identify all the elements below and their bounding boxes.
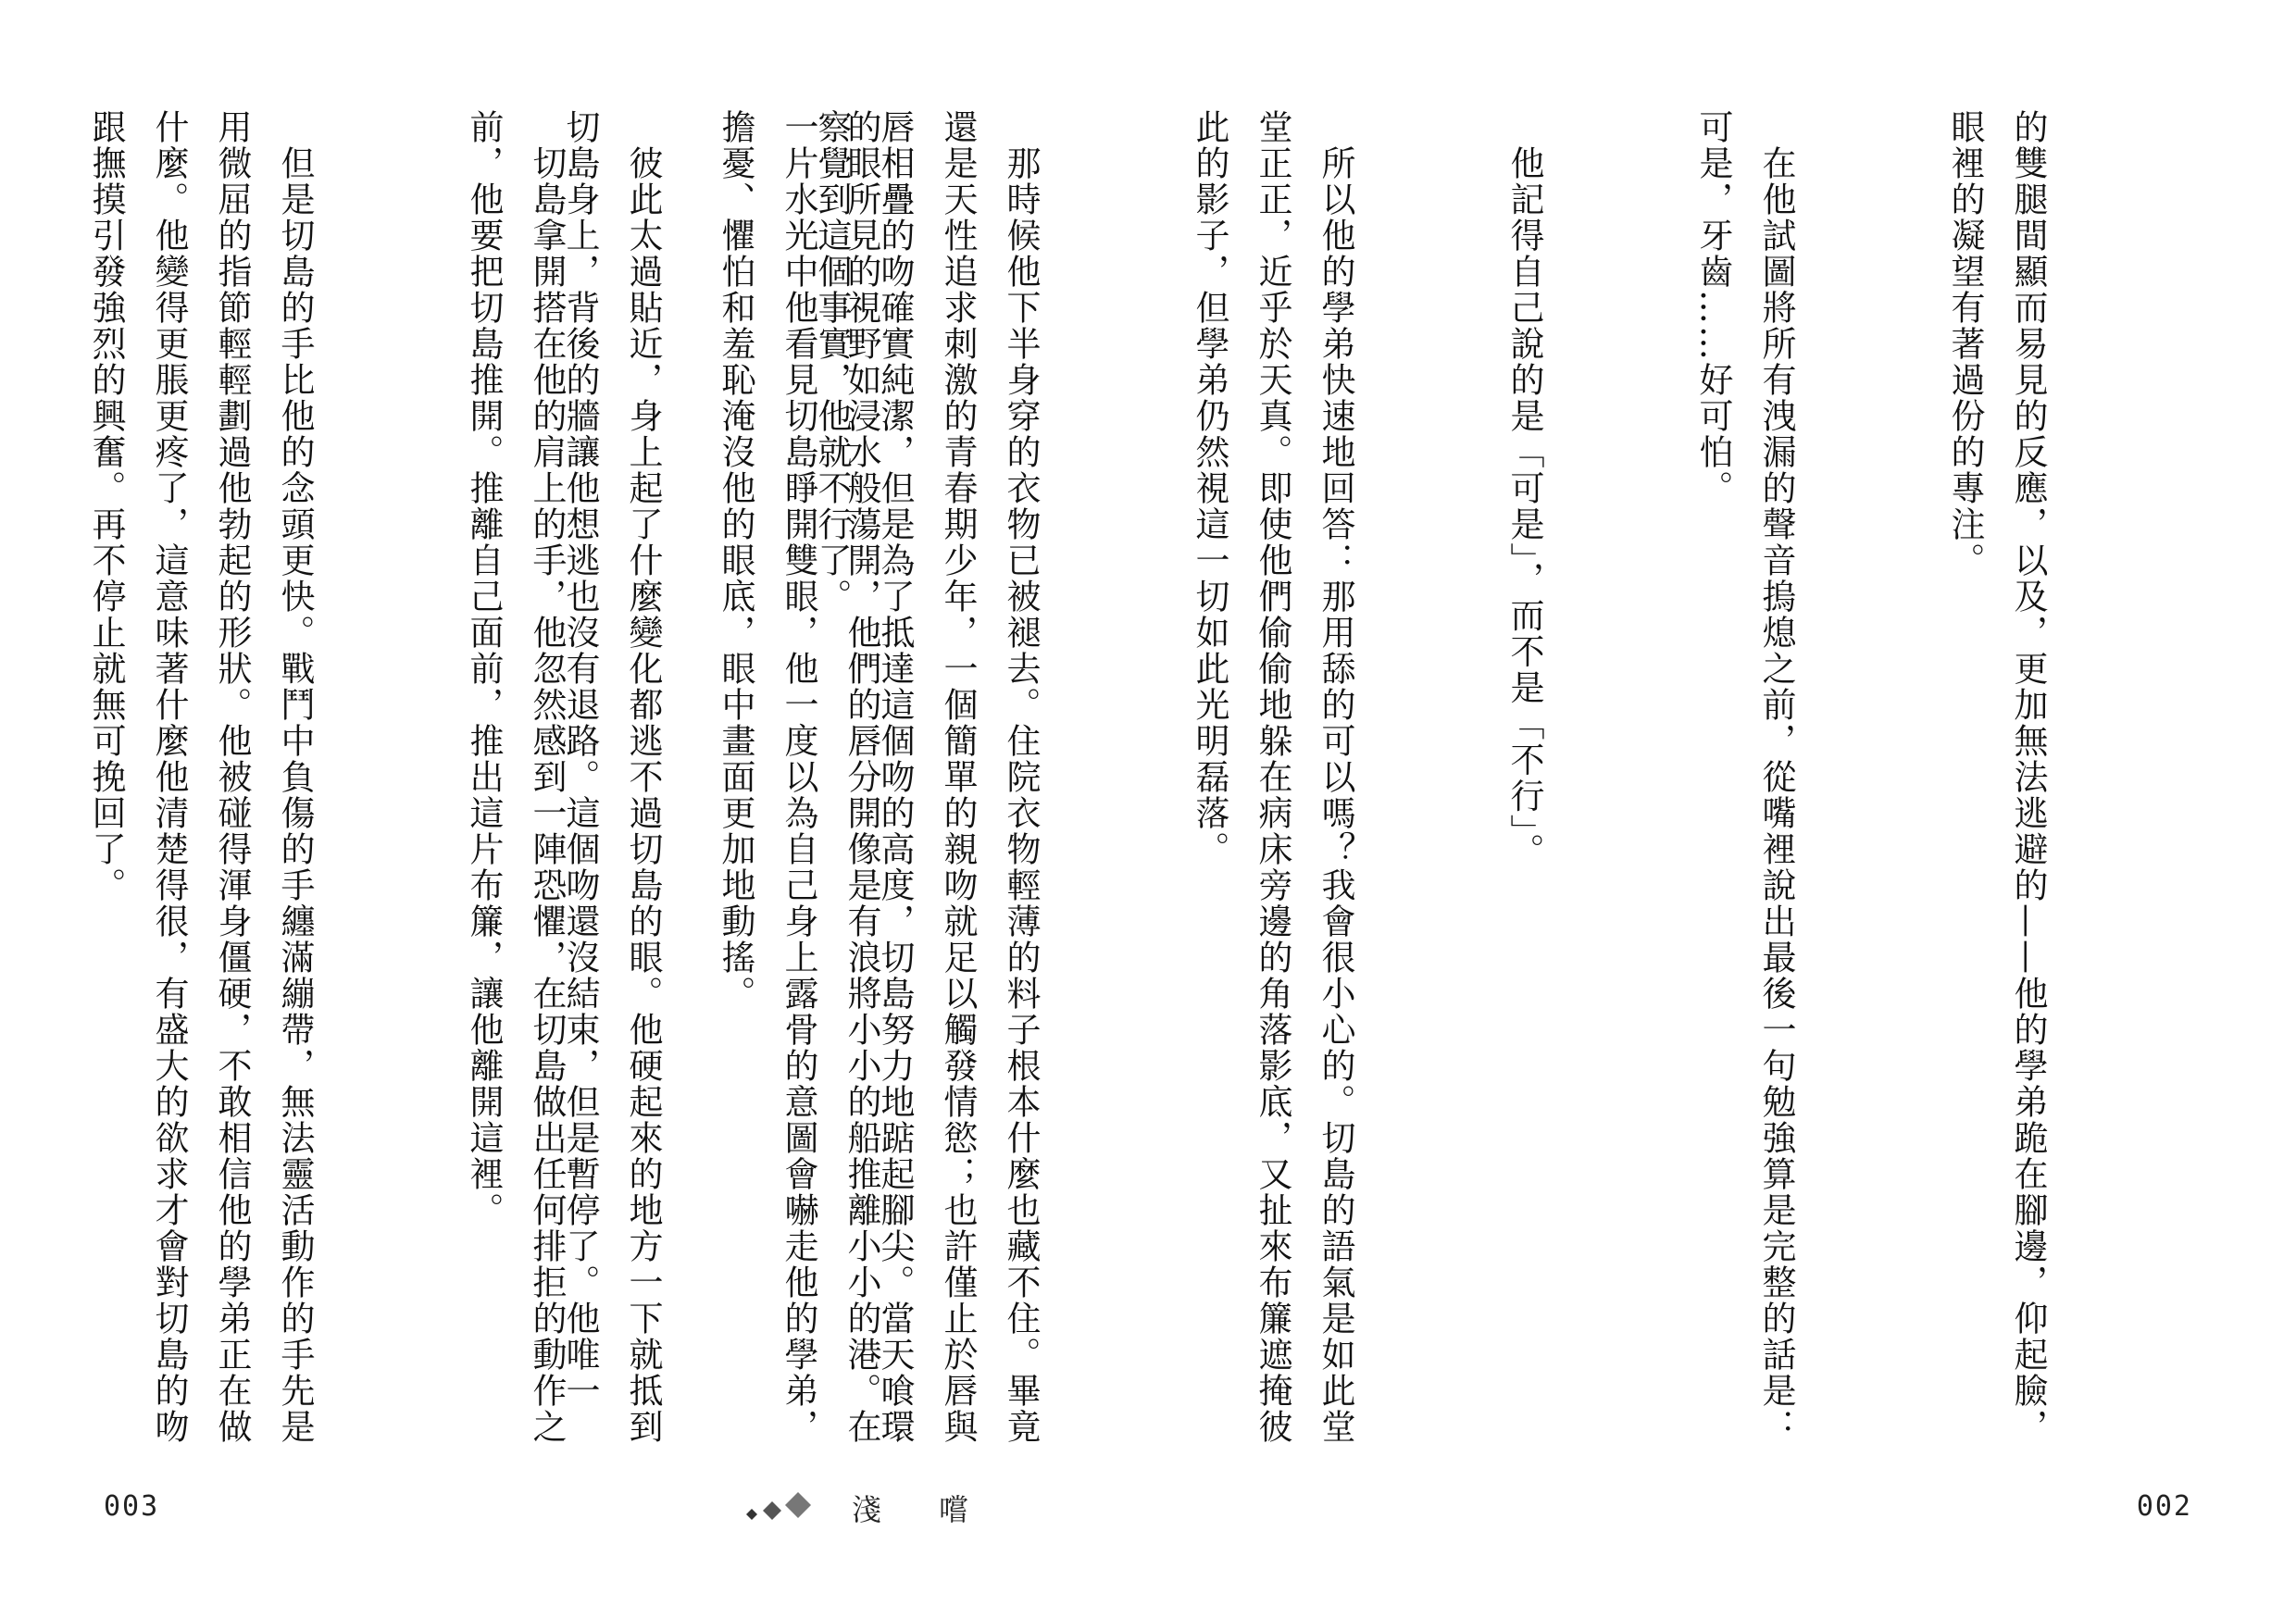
paragraph: 但是切島的手比他的念頭更快。戰鬥中負傷的手纏滿繃帶，無法靈活動作的手先是用微屈的指節輕輕劃過他勃起的形狀。他被碰得渾身僵硬，不敢相信他的學弟正在做什麼。他變得更脹更疼了，這意味著什麼他清楚得很，有盛大的欲求才會對切島的吻跟撫摸引發強烈的興奮。再不停止就無可挽回了。 (86, 109, 315, 1445)
paragraph: 的雙腿間顯而易見的反應，以及，更加無法逃避的——他的學弟跪在腳邊，仰起臉，眼裡的凝望有著過份的專注。 (1945, 109, 2048, 1445)
running-title: 淺 嚐 (852, 1492, 993, 1527)
paragraph: 他記得自己說的是「可是」，而不是「不行」。 (1504, 109, 1544, 869)
page-number-left: 003 (104, 1490, 160, 1523)
paragraph: 切島拿開搭在他的肩上的手，他忽然感到一陣恐懼，在切島做出任何排拒的動作之前，他要把切島推開。推離自己面前，推出這片布簾，讓他離開這裡。 (464, 109, 567, 1445)
diamond-ornament-icon (741, 1488, 830, 1525)
paragraph: 彼此太過貼近，身上起了什麼變化都逃不過切島的眼。他硬起來的地方一下就抵到切島身上，背後的牆讓他想逃也沒有退路。這個吻還沒結束，但是暫停了。他唯一 (560, 109, 663, 1445)
paragraph: 所以他的學弟快速地回答：那用舔的可以嗎？我會很小心的。切島的語氣是如此堂堂正正，近乎於天真。即使他們偷偷地躲在病床旁邊的角落影底，又扯來布簾遮掩彼此的影子，但學弟仍然視這一切如此光明磊落。 (1190, 109, 1355, 1445)
paragraph: 在他試圖將所有洩漏的聲音摀熄之前，從嘴裡說出最後一句勉強算是完整的話是：可是，牙齒……好可怕。 (1693, 109, 1796, 1445)
page-number-right: 002 (2136, 1490, 2192, 1523)
paragraph: 那時候他下半身穿的衣物已被褪去。住院衣物輕薄的料子根本什麼也藏不住。畢竟還是天性追求刺激的青春期少年，一個簡單的親吻就足以觸發情慾；也許僅止於唇與唇相疊的吻確實純潔，但是為了抵達這個吻的高度，切島努力地踮起腳尖。當天喰環察覺到這個事實，他就不行了。 (812, 109, 1041, 1445)
paragraph: 的眼所見的視野如浸水般蕩開，他們的唇分開像是有浪將小小的船推離小小的港。在一片水光中他看見切島睜開雙眼，他一度以為自己身上露骨的意圖會嚇走他的學弟，擔憂、懼怕和羞恥淹沒他的眼底，眼中畫面更加地動搖。 (716, 109, 881, 1445)
